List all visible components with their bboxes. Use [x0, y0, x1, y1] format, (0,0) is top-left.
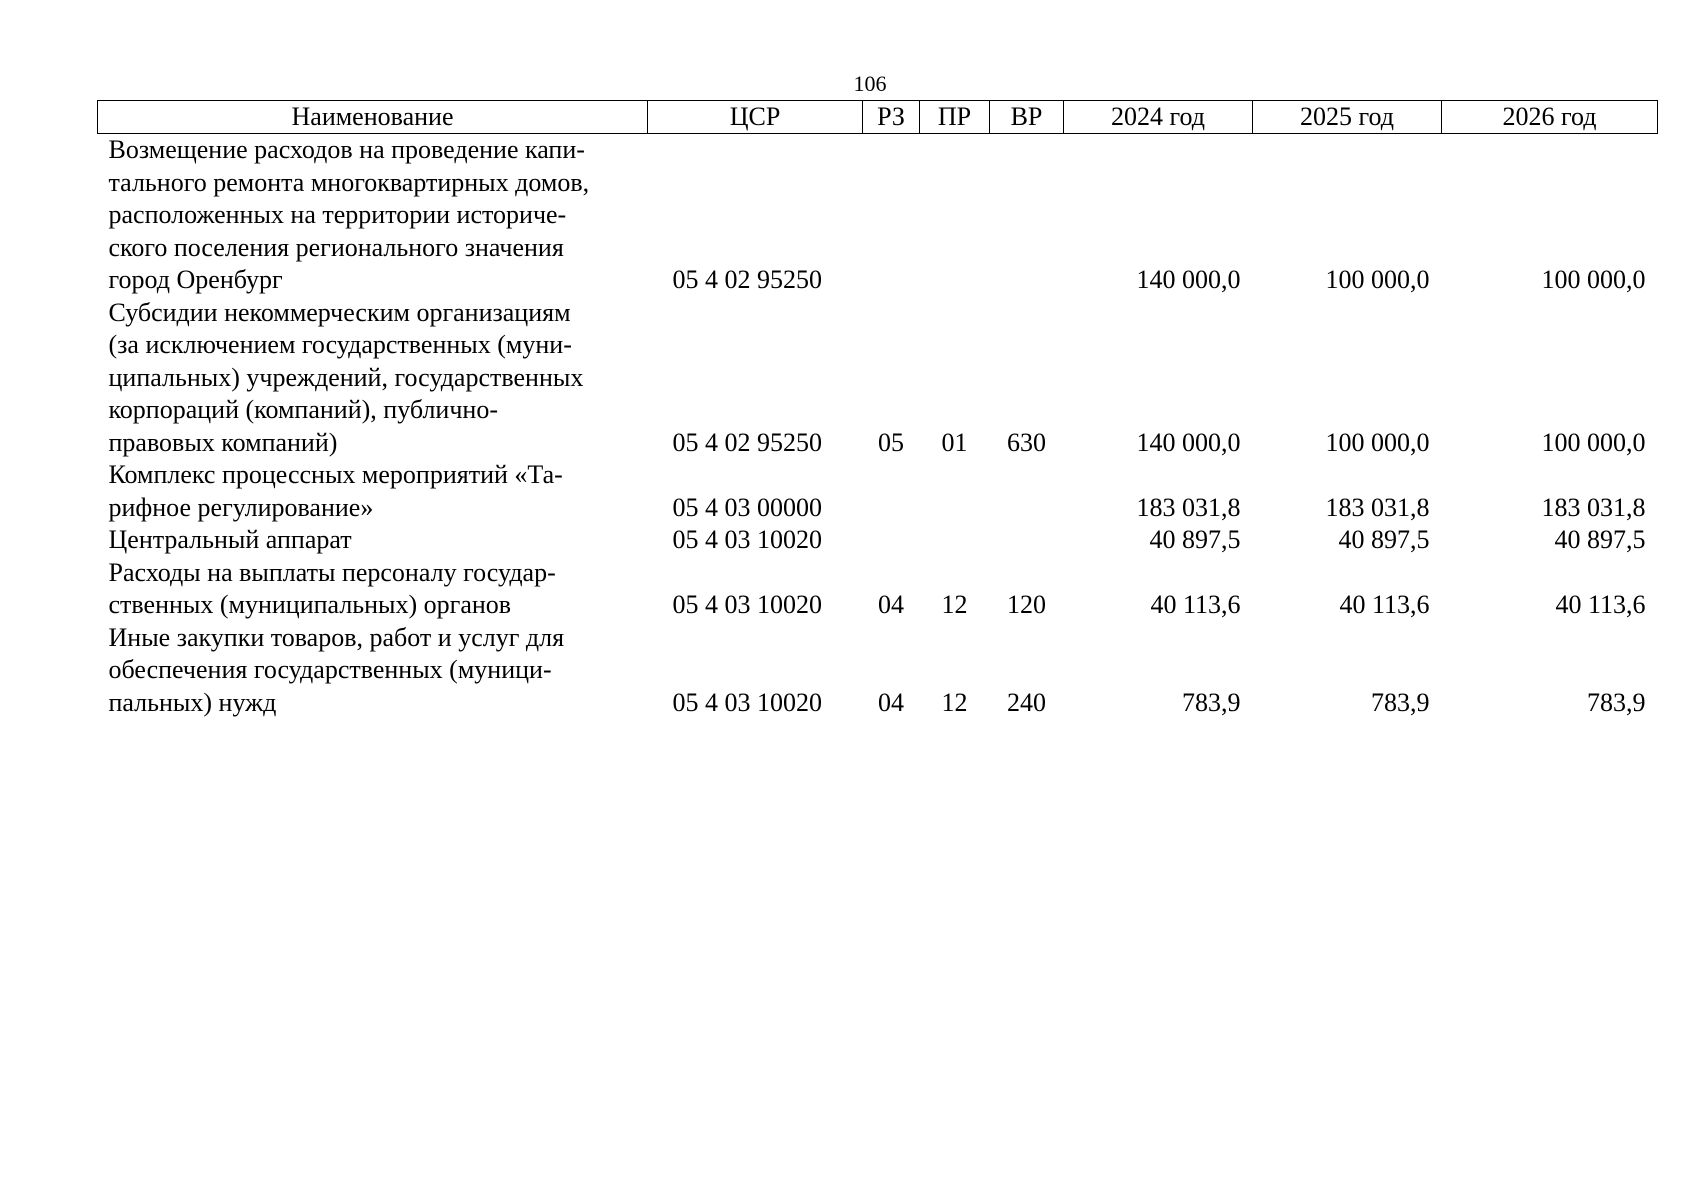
row-rz: [863, 524, 920, 557]
row-amount-2026: 783,9: [1587, 687, 1646, 717]
table-row: [98, 459, 1658, 524]
row-name-line: пальных) нужд: [108, 687, 277, 717]
header-csr: ЦСР: [648, 101, 863, 134]
row-name-line: правовых компаний): [108, 427, 338, 457]
row-pr: [920, 134, 990, 297]
table-row: [98, 557, 1658, 622]
row-csr: 05 4 03 10020: [672, 590, 822, 619]
row-name-line: Возмещение расходов на проведение капи-: [108, 135, 585, 164]
row-vr: 630: [1007, 427, 1046, 457]
row-name-line: Комплекс процессных мероприятий «Та-: [108, 460, 563, 489]
row-name: [98, 622, 648, 720]
row-amount-2025: 40 113,6: [1339, 590, 1430, 619]
row-csr: 05 4 03 00000: [672, 492, 822, 522]
row-amount-2024: 140 000,0: [1136, 265, 1241, 294]
row-name-line: Субсидии некоммерческим организациям: [108, 297, 571, 327]
row-name-line: (за исключением государственных (муни-: [108, 330, 572, 359]
row-name-line: корпораций (компаний), публично-: [108, 395, 498, 424]
row-amount-2024: 183 031,8: [1136, 492, 1241, 522]
row-name-line: Иные закупки товаров, работ и услуг для: [108, 622, 565, 652]
row-amount-2024: 783,9: [1182, 687, 1241, 717]
header-2024: 2024 год: [1064, 101, 1253, 134]
header-name: Наименование: [98, 101, 648, 134]
table-row: [98, 297, 1658, 460]
row-rz: 05: [878, 427, 904, 457]
row-name-line: рифное регулирование»: [108, 492, 374, 522]
row-rz: [863, 459, 920, 524]
row-amount-2025: 100 000,0: [1325, 427, 1430, 457]
row-amount-2024: 40 897,5: [1149, 525, 1241, 554]
row-amount-2026: 40 897,5: [1554, 525, 1646, 554]
row-pr: 01: [941, 427, 968, 457]
table-body: [98, 134, 1658, 720]
row-name: [98, 524, 648, 557]
row-name-line: ского поселения регионального значения: [108, 232, 564, 262]
row-name-line: город Оренбург: [108, 265, 283, 294]
row-vr: [990, 134, 1064, 297]
table-row: [98, 524, 1658, 557]
row-rz: 04: [878, 590, 904, 619]
header-2025: 2025 год: [1253, 101, 1442, 134]
header-pr: ПР: [920, 101, 990, 134]
row-name-line: тального ремонта многоквартирных домов,: [108, 167, 590, 197]
header-vr: ВР: [990, 101, 1064, 134]
row-amount-2026: 100 000,0: [1541, 265, 1646, 294]
row-amount-2025: 100 000,0: [1325, 265, 1430, 294]
row-rz: [863, 134, 920, 297]
row-rz: 04: [878, 687, 904, 717]
table-row: [98, 134, 1658, 297]
row-vr: 240: [1007, 687, 1046, 717]
row-csr: 05 4 02 95250: [672, 265, 822, 294]
row-name-line: ственных (муниципальных) органов: [108, 590, 512, 619]
header-rz: РЗ: [863, 101, 920, 134]
row-amount-2024: 140 000,0: [1136, 427, 1241, 457]
row-amount-2026: 100 000,0: [1541, 427, 1646, 457]
row-vr: [990, 459, 1064, 524]
page-number: 106: [853, 71, 887, 96]
row-name-line: Центральный аппарат: [108, 525, 352, 554]
row-pr: 12: [941, 590, 968, 619]
header-2026: 2026 год: [1442, 101, 1658, 134]
row-name-line: ципальных) учреждений, государственных: [108, 362, 584, 392]
row-amount-2025: 40 897,5: [1338, 525, 1430, 554]
row-amount-2025: 783,9: [1371, 687, 1430, 717]
row-name: [98, 459, 648, 524]
row-name: [98, 297, 648, 460]
row-name-line: обеспечения государственных (муници-: [108, 655, 552, 684]
row-csr: 05 4 03 10020: [672, 687, 822, 717]
row-amount-2026: 183 031,8: [1541, 492, 1646, 522]
row-pr: 12: [941, 687, 968, 717]
row-csr: 05 4 02 95250: [672, 427, 822, 457]
row-csr: 05 4 03 10020: [672, 525, 822, 554]
row-amount-2024: 40 113,6: [1150, 590, 1241, 619]
row-amount-2025: 183 031,8: [1325, 492, 1430, 522]
table-row: [98, 622, 1658, 720]
row-vr: [990, 524, 1064, 557]
row-name: [98, 134, 648, 297]
row-pr: [920, 524, 990, 557]
row-name-line: Расходы на выплаты персоналу государ-: [108, 557, 556, 587]
row-vr: 120: [1007, 590, 1046, 619]
table-header-row: [98, 101, 1658, 134]
row-name-line: расположенных на территории историче-: [108, 200, 567, 229]
budget-table: [97, 100, 1658, 719]
row-amount-2026: 40 113,6: [1555, 590, 1646, 619]
row-name: [98, 557, 648, 622]
row-pr: [920, 459, 990, 524]
